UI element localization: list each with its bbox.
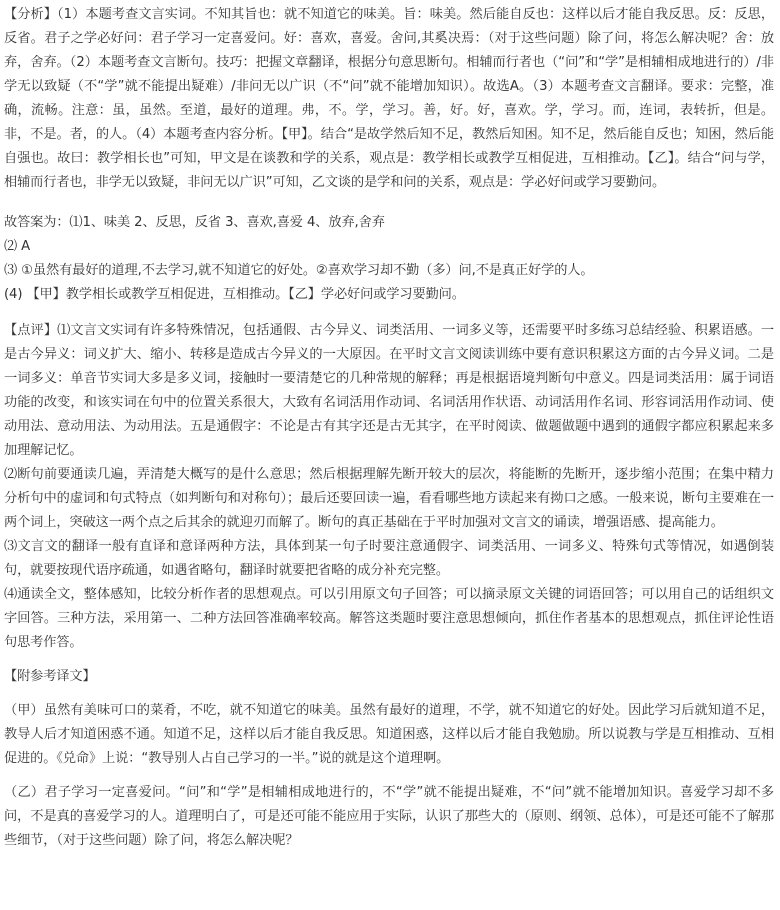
translation-yi: （乙）君子学习一定喜爱问。“问”和“学”是相辅相成地进行的，不“学”就不能提出疑难，不“问”就不能增加知识。喜爱学习却不多问，不是真的喜爱学习的人。道理明白了，可是还可能不能应用于实际，认识了那些大的（原则、纲领、总体），可是还可能不了解那些细节，（对于这些问题）除了问，将怎么解决呢？ (4, 785, 774, 848)
answers-heading: 故答案为：⑴1、味美 2、反思，反省 3、喜欢,喜爱 4、放弃,舍弃 (4, 215, 385, 230)
spacer (4, 771, 774, 781)
answer-2: ⑵ A (4, 239, 31, 254)
spacer (4, 195, 774, 211)
spacer (4, 655, 774, 665)
comment-paragraph-4: ⑷通读全文，整体感知，比较分析作者的思想观点。可以引用原文句子回答；可以摘录原文关键的词语回答；可以用自己的话组织文字回答。三种方法，采用第一、二种方法回答准确率较高。解答这类题时要注意思想倾向，抓住作者基本的思想观点，抓住评论性语句思考作答。 (4, 587, 774, 650)
answer-4: (4) 【甲】教学相长或教学互相促进，互相推动。【乙】学必好问或学习要勤问。 (4, 287, 465, 302)
answer-3: ⑶ ①虽然有最好的道理,不去学习,就不知道它的好处。②喜欢学习却不勤（多）问,不是真正好学的人。 (4, 263, 594, 278)
translation-heading: 【附参考译文】 (4, 669, 96, 684)
comment-paragraph-2: ⑵断句前要通读几遍，弄清楚大概写的是什么意思；然后根据理解先断开较大的层次，将能断的先断开，逐步缩小范围；在集中精力分析句中的虚词和句式特点（如判断句和对称句）；最后还要回读一遍，看看哪些地方读起来有拗口之感。一般来说，断句主要难在一两个词上，突破这一两个点之后其余的就迎刃而解了。断句的真正基础在于平时加强对文言文的诵读，增强语感、提高能力。 (4, 467, 774, 530)
translation-jia: （甲）虽然有美味可口的菜肴，不吃，就不知道它的味美。虽然有最好的道理，不学，就不知道它的好处。因此学习后就知道不足，教导人后才知道困惑不通。知道不足，这样以后才能自我反思。知道困惑，这样以后才能自我勉励。所以说教与学是互相推动、互相促进的。《兑命》上说：“教导别人占自己学习的一半。”说的就是这个道理啊。 (4, 703, 774, 766)
analysis-paragraph: 【分析】（1）本题考查文言实词。不知其旨也：就不知道它的味美。旨：味美。然后能自反也：这样以后才能自我反思。反：反思，反省。君子之学必好问：君子学习一定喜爱问。好：喜欢，喜爱。舍问,其奚决焉：（对于这些问题）除了问，将怎么解决呢？舍：放弃，舍弃。（2）本题考查文言断句。技巧：把握文章翻译，根据分句意思断句。相辅而行者也（“问”和“学”是相辅相成地进行的）/非学无以致疑（不“学”就不能提出疑难）/非问无以广识（不“问”就不能增加知识）。故选A。（3）本题考查文言翻译。要求：完整，准确，流畅。注意：虽，虽然。至道，最好的道理。弗，不。学，学习。善，好。好，喜欢。学，学习。而，连词，表转折，但是。非，不是。者，的人。（4）本题考查内容分析。【甲】。结合“是故学然后知不足，教然后知困。知不足，然后能自反也；知困，然后能自强也。故曰：教学相长也”可知，甲文是在谈教和学的关系，观点是：教学相长或教学互相促进，互相推动。【乙】。结合“问与学，相辅而行者也，非学无以致疑，非问无以广识”可知，乙文谈的是学和问的关系，观点是：学必好问或学习要勤问。 (4, 7, 774, 190)
comment-paragraph-3: ⑶文言文的翻译一般有直译和意译两种方法，具体到某一句子时要注意通假字、词类活用、一词多义、特殊句式等情况，如遇倒装句，就要按现代语序疏通，如遇省略句，翻译时就要把省略的成分补充完整。 (4, 539, 774, 578)
spacer (4, 689, 774, 699)
comment-paragraph-1: 【点评】⑴文言文实词有许多特殊情况，包括通假、古今异义、词类活用、一词多义等，还需要平时多练习总结经验、积累语感。一是古今异义：词义扩大、缩小、转移是造成古今异义的一大原因。在平时文言文阅读训练中要有意识积累这方面的古今异义词。二是一词多义：单音节实词大多是多义词，接触时一要清楚它的几种常规的解释；再是根据语境判断句中意义。四是词类活用：属于词语功能的改变，和该实词在句中的位置关系很大，大致有名词活用作动词、名词活用作状语、动词活用作名词、形容词活用作动词、使动用法、意动用法、为动用法。五是通假字：不论是古有其字还是古无其字，在平时阅读、做题做题中遇到的通假字都应积累起来多加理解记忆。 (4, 323, 774, 458)
spacer (4, 307, 774, 319)
